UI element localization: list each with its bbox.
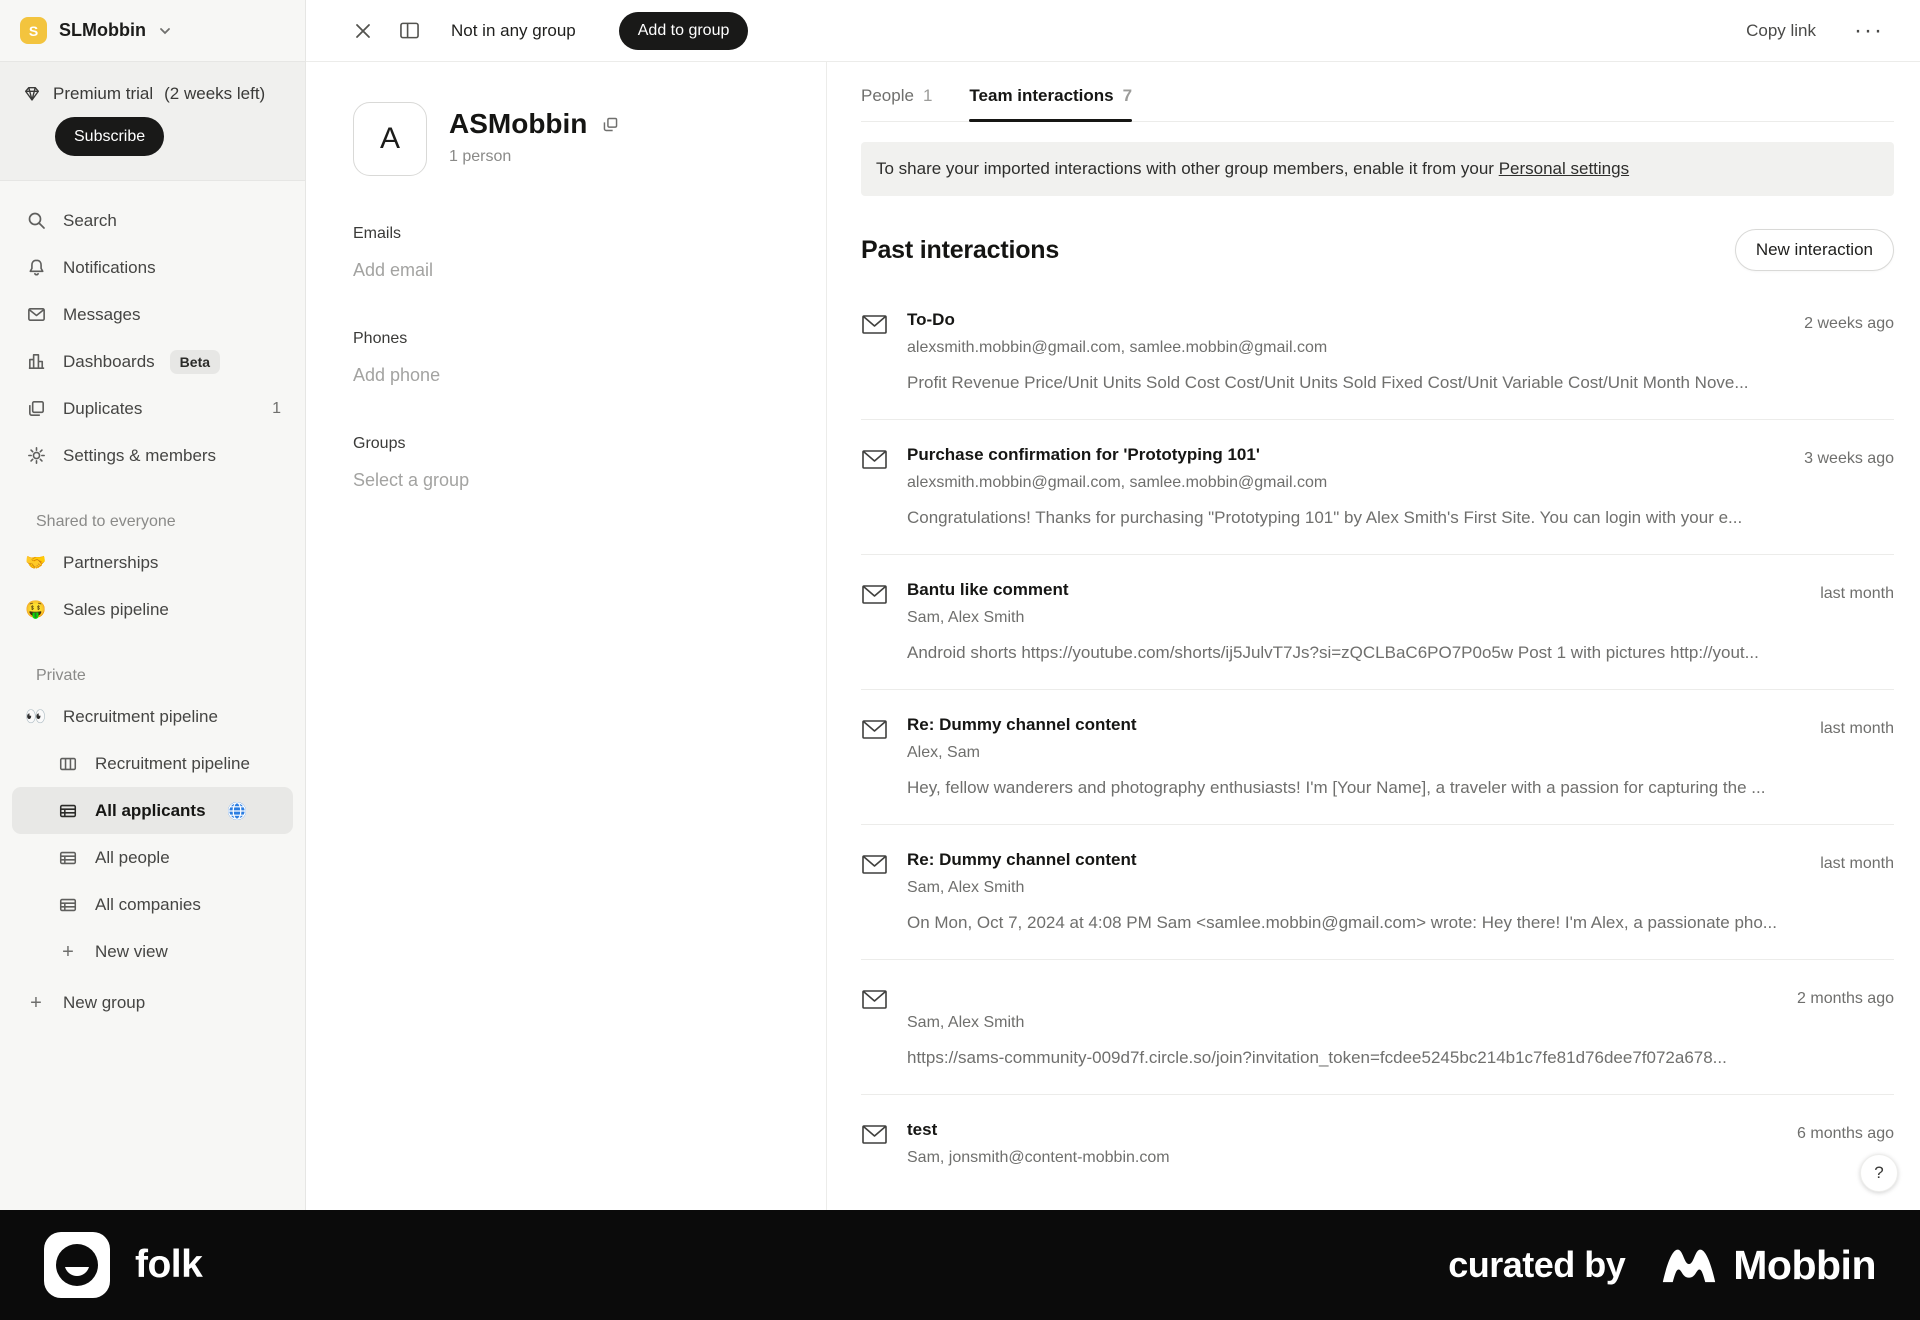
add-to-group-button[interactable]: Add to group <box>619 12 749 50</box>
sidebar-item-label: All applicants <box>95 800 206 820</box>
diamond-icon <box>22 84 42 104</box>
field-groups <box>353 435 786 491</box>
folk-wordmark: folk <box>135 1243 203 1286</box>
bell-icon <box>24 257 48 278</box>
add-phone-field[interactable]: Add phone <box>353 365 441 385</box>
close-icon[interactable] <box>354 22 372 40</box>
mail-icon <box>861 313 888 393</box>
premium-trial-banner <box>0 62 305 181</box>
interaction-title: Re: Dummy channel content <box>907 715 1137 734</box>
personal-settings-link[interactable]: Personal settings <box>1498 159 1630 178</box>
interaction-title: test <box>907 1120 938 1139</box>
add-email-field[interactable]: Add email <box>353 260 434 280</box>
interaction-time: last month <box>1820 855 1894 872</box>
field-label: Emails <box>353 225 402 242</box>
kanban-icon <box>56 754 80 774</box>
interaction-row[interactable] <box>861 960 1894 1095</box>
gear-icon <box>24 445 48 466</box>
side-panel-toggle-icon[interactable] <box>399 21 420 40</box>
sidebar-new-view[interactable] <box>12 928 293 975</box>
subscribe-button[interactable]: Subscribe <box>55 117 164 156</box>
table-icon <box>56 801 80 821</box>
sidebar-group-recruitment-pipeline[interactable] <box>12 693 293 740</box>
money-face-emoji-icon: 🤑 <box>25 599 47 619</box>
sidebar-item-label: Duplicates <box>63 398 143 418</box>
copy-icon[interactable] <box>601 115 620 134</box>
interaction-snippet: On Mon, Oct 7, 2024 at 4:08 PM Sam <samlee.mobbin@gmail.com> wrote: Hey there! I'm Alex, a passionate pho... <box>907 913 1777 932</box>
sidebar-item-label: Search <box>63 210 117 230</box>
sidebar-item-dashboards[interactable] <box>12 338 293 385</box>
main-area <box>306 0 1920 1210</box>
chevron-down-icon <box>158 24 172 38</box>
interaction-time: 3 weeks ago <box>1804 450 1894 467</box>
table-icon <box>56 848 80 868</box>
interaction-title: Bantu like comment <box>907 580 1069 599</box>
sidebar-item-label: New view <box>95 941 168 961</box>
interaction-participants: alexsmith.mobbin@gmail.com, samlee.mobbin@gmail.com <box>907 339 1328 356</box>
avatar: A <box>353 102 427 176</box>
public-globe-icon <box>227 801 247 821</box>
field-label: Phones <box>353 330 408 347</box>
new-interaction-button[interactable]: New interaction <box>1735 229 1894 271</box>
workspace-name: SLMobbin <box>59 20 146 40</box>
mail-icon <box>861 448 888 528</box>
interaction-participants: Sam, Alex Smith <box>907 879 1025 896</box>
share-interactions-banner <box>861 142 1894 196</box>
tab-count: 7 <box>1122 86 1133 105</box>
sidebar-item-label: All people <box>95 847 170 867</box>
sidebar-item-messages[interactable] <box>12 291 293 338</box>
field-emails <box>353 225 786 281</box>
interaction-snippet: Android shorts https://youtube.com/shorts/ij5JulvT7Js?si=zQCLBaC6PO7P0o5w Post 1 with pictures http://yout... <box>907 643 1759 662</box>
interaction-snippet: Hey, fellow wanderers and photography enthusiasts! I'm [Your Name], a traveler with a passion for capturing the ... <box>907 778 1766 797</box>
contact-panel <box>306 62 827 1210</box>
banner-text: To share your imported interactions with other group members, enable it from your <box>876 159 1494 178</box>
sidebar-item-label: Sales pipeline <box>63 599 169 619</box>
interaction-row[interactable] <box>861 690 1894 825</box>
sidebar-view-all-applicants[interactable] <box>12 787 293 834</box>
select-group-field[interactable]: Select a group <box>353 470 470 490</box>
topbar <box>306 0 1920 62</box>
more-options-icon[interactable]: ··· <box>1854 16 1884 44</box>
interaction-title: To-Do <box>907 310 955 329</box>
tab-people[interactable] <box>861 86 932 121</box>
mail-icon <box>861 853 888 933</box>
interaction-title: Re: Dummy channel content <box>907 850 1137 869</box>
group-status-label: Not in any group <box>451 20 576 40</box>
sidebar-item-partnerships[interactable] <box>12 539 293 586</box>
help-button[interactable]: ? <box>1860 1154 1898 1192</box>
interaction-participants: alexsmith.mobbin@gmail.com, samlee.mobbin@gmail.com <box>907 474 1328 491</box>
sidebar-item-label: Notifications <box>63 257 156 277</box>
tab-label: People <box>861 86 914 105</box>
workspace-avatar: S <box>20 17 47 44</box>
interaction-row[interactable] <box>861 285 1894 420</box>
interaction-title <box>907 985 1778 1006</box>
interaction-participants: Sam, jonsmith@content-mobbin.com <box>907 1149 1170 1166</box>
interaction-row[interactable] <box>861 825 1894 960</box>
field-label: Groups <box>353 435 406 452</box>
tab-bar <box>861 62 1894 122</box>
sidebar-item-label: Recruitment pipeline <box>95 753 250 773</box>
sidebar-view-all-companies[interactable] <box>12 881 293 928</box>
content <box>306 62 1920 1210</box>
tab-team-interactions[interactable] <box>969 86 1132 121</box>
mail-icon <box>861 583 888 663</box>
curated-by-text: curated by <box>1448 1244 1626 1285</box>
interaction-participants: Sam, Alex Smith <box>907 1014 1025 1031</box>
tab-label: Team interactions <box>969 86 1114 105</box>
sidebar-item-label: Messages <box>63 304 141 324</box>
trial-remaining: (2 weeks left) <box>164 84 266 103</box>
interaction-time: 2 weeks ago <box>1804 315 1894 332</box>
table-icon <box>56 895 80 915</box>
sidebar-item-label: All companies <box>95 894 201 914</box>
interaction-time: 2 months ago <box>1797 990 1894 1007</box>
trial-label: Premium trial <box>53 84 154 103</box>
interaction-title: Purchase confirmation for 'Prototyping 101' <box>907 445 1260 464</box>
sidebar-item-label: New group <box>63 992 146 1012</box>
sidebar-item-settings[interactable] <box>12 432 293 479</box>
sidebar-item-label: Recruitment pipeline <box>63 706 218 726</box>
interactions-list <box>861 285 1894 1193</box>
contact-subtitle: 1 person <box>449 148 512 165</box>
interaction-time: last month <box>1820 585 1894 602</box>
mobbin-wordmark: Mobbin <box>1733 1241 1876 1288</box>
handshake-emoji-icon: 🤝 <box>25 552 47 572</box>
page-title: Past interactions <box>861 235 1060 264</box>
section-title-shared: Shared to everyone <box>36 513 176 530</box>
interaction-row[interactable] <box>861 1095 1894 1193</box>
mail-icon <box>861 718 888 798</box>
interactions-panel <box>827 62 1920 1210</box>
interaction-snippet: Profit Revenue Price/Unit Units Sold Cost Cost/Unit Units Sold Fixed Cost/Unit Variable Cost/Unit Month Nove... <box>907 373 1749 392</box>
sidebar <box>0 0 306 1210</box>
plus-icon: + <box>62 940 74 963</box>
tab-count: 1 <box>922 86 933 105</box>
sidebar-view-all-people[interactable] <box>12 834 293 881</box>
sidebar-nav <box>0 181 305 1026</box>
plus-icon: + <box>30 991 42 1014</box>
field-phones <box>353 330 786 386</box>
interaction-row[interactable] <box>861 555 1894 690</box>
contact-name: ASMobbin <box>449 108 588 139</box>
interaction-time: 6 months ago <box>1797 1125 1894 1142</box>
sidebar-item-sales-pipeline[interactable] <box>12 586 293 633</box>
search-icon <box>24 210 48 231</box>
sidebar-item-label: Dashboards <box>63 351 155 371</box>
beta-badge: Beta <box>170 350 220 374</box>
interaction-time: last month <box>1820 720 1894 737</box>
sidebar-new-group[interactable] <box>12 979 293 1026</box>
interaction-participants: Alex, Sam <box>907 744 980 761</box>
folk-logo-icon <box>44 1232 110 1298</box>
eyes-emoji-icon: 👀 <box>25 706 47 726</box>
sidebar-item-label: Settings & members <box>63 445 217 465</box>
duplicates-icon <box>24 398 48 419</box>
sidebar-item-notifications[interactable] <box>12 244 293 291</box>
sidebar-view-recruitment-pipeline[interactable] <box>12 740 293 787</box>
mail-icon <box>861 1123 888 1167</box>
envelope-icon <box>24 304 48 325</box>
interaction-participants: Sam, Alex Smith <box>907 609 1025 626</box>
duplicates-count: 1 <box>272 399 281 417</box>
sidebar-item-label: Partnerships <box>63 552 159 572</box>
workspace-switcher[interactable] <box>0 0 305 62</box>
mail-icon <box>861 988 888 1068</box>
copy-link-button[interactable]: Copy link <box>1746 20 1817 40</box>
bar-chart-icon <box>24 351 48 372</box>
sidebar-item-duplicates[interactable] <box>12 385 293 432</box>
mobbin-logo-icon <box>1661 1245 1717 1285</box>
interaction-snippet: https://sams-community-009d7f.circle.so/join?invitation_token=fcdee5245bc214b1c7fe81d76dee7f072a678... <box>907 1048 1727 1067</box>
section-title-private: Private <box>36 667 86 684</box>
footer <box>0 1210 1920 1320</box>
interaction-row[interactable] <box>861 420 1894 555</box>
interaction-snippet: Congratulations! Thanks for purchasing "Prototyping 101" by Alex Smith's First Site. You can login with your e... <box>907 508 1743 527</box>
sidebar-item-search[interactable] <box>12 197 293 244</box>
